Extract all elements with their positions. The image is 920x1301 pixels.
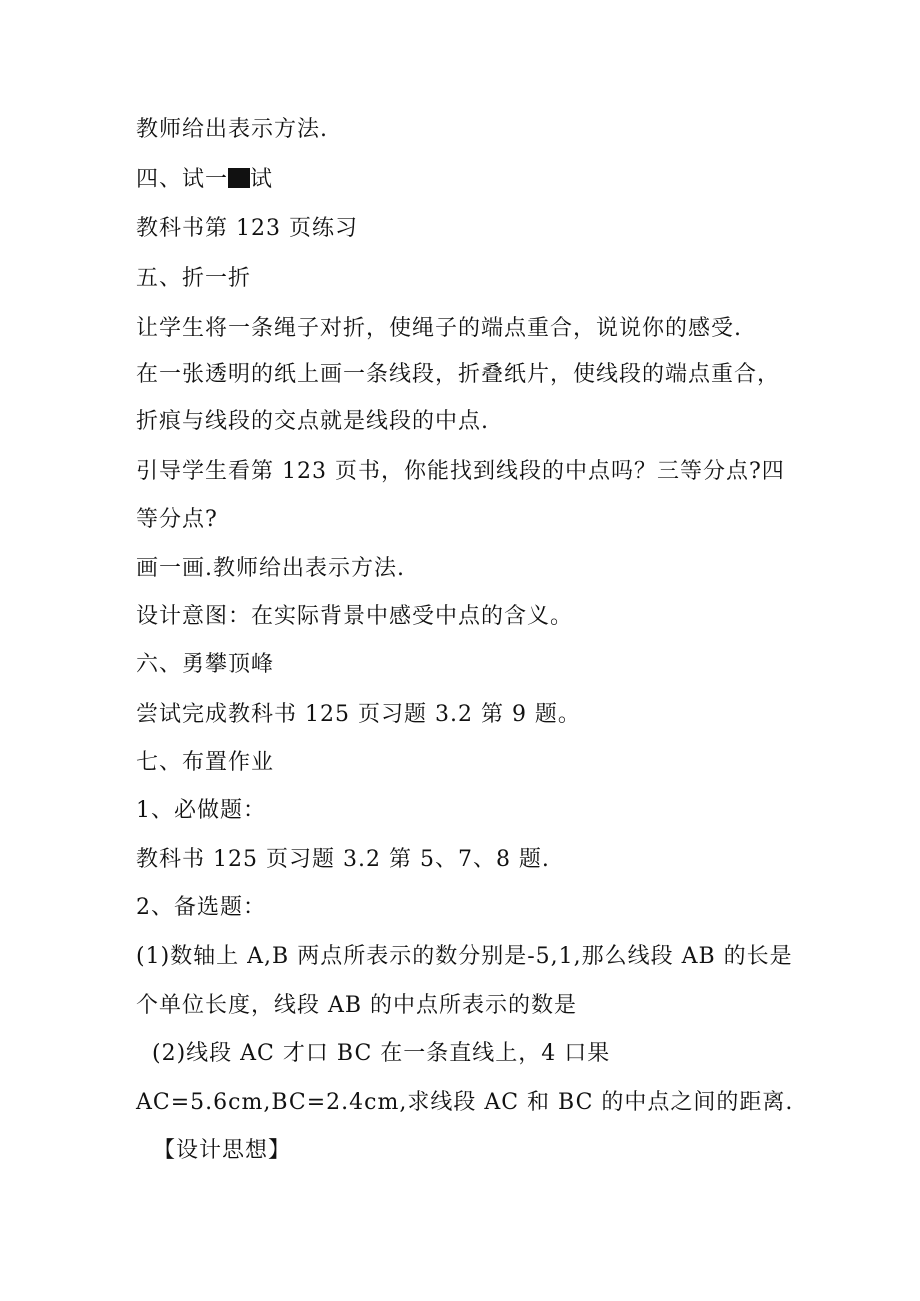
section-heading-design: 【设计思想】	[153, 1138, 292, 1163]
text-line: 在一张透明的纸上画一条线段，折叠纸片，使线段的端点重合，	[136, 362, 781, 387]
text-line: 让学生将一条绳子对折，使绳子的端点重合，说说你的感受.	[136, 316, 742, 341]
heading-text-tail: 试	[250, 167, 274, 192]
text-line: 折痕与线段的交点就是线段的中点.	[136, 409, 489, 434]
section-heading-7: 七、布置作业	[136, 750, 275, 775]
text-line: 设计意图：在实际背景中感受中点的含义。	[136, 604, 574, 629]
text-line: 个单位长度，线段 AB 的中点所表示的数是	[136, 993, 578, 1018]
text-line: 画一画.教师给出表示方法.	[136, 556, 405, 581]
redaction-block	[228, 168, 250, 188]
heading-text: 四、试一	[136, 167, 229, 192]
text-line: 等分点?	[136, 507, 218, 532]
section-heading-4	[136, 166, 273, 194]
text-line: (2)线段 AC 才口 BC 在一条直线上，4 口果	[152, 1041, 611, 1066]
text-line: 尝试完成教科书 125 页习题 3.2 第 9 题。	[136, 702, 581, 727]
section-heading-6: 六、勇攀顶峰	[136, 652, 275, 677]
text-line: 教科书 125 页习题 3.2 第 5、7、8 题.	[136, 847, 550, 872]
text-line: AC=5.6cm,BC=2.4cm,求线段 AC 和 BC 的中点之间的距离.	[136, 1090, 794, 1115]
text-line: 教科书第 123 页练习	[136, 216, 358, 241]
text-line: 2、备选题：	[136, 895, 266, 920]
text-line: 教师给出表示方法.	[136, 117, 328, 142]
text-line: 1、必做题：	[136, 798, 266, 823]
text-line: 引导学生看第 123 页书，你能找到线段的中点吗？三等分点?四	[136, 459, 785, 484]
text-line: (1)数轴上 A,B 两点所表示的数分别是-5,1,那么线段 AB 的长是	[136, 944, 793, 969]
section-heading-5: 五、折一折	[136, 266, 252, 291]
